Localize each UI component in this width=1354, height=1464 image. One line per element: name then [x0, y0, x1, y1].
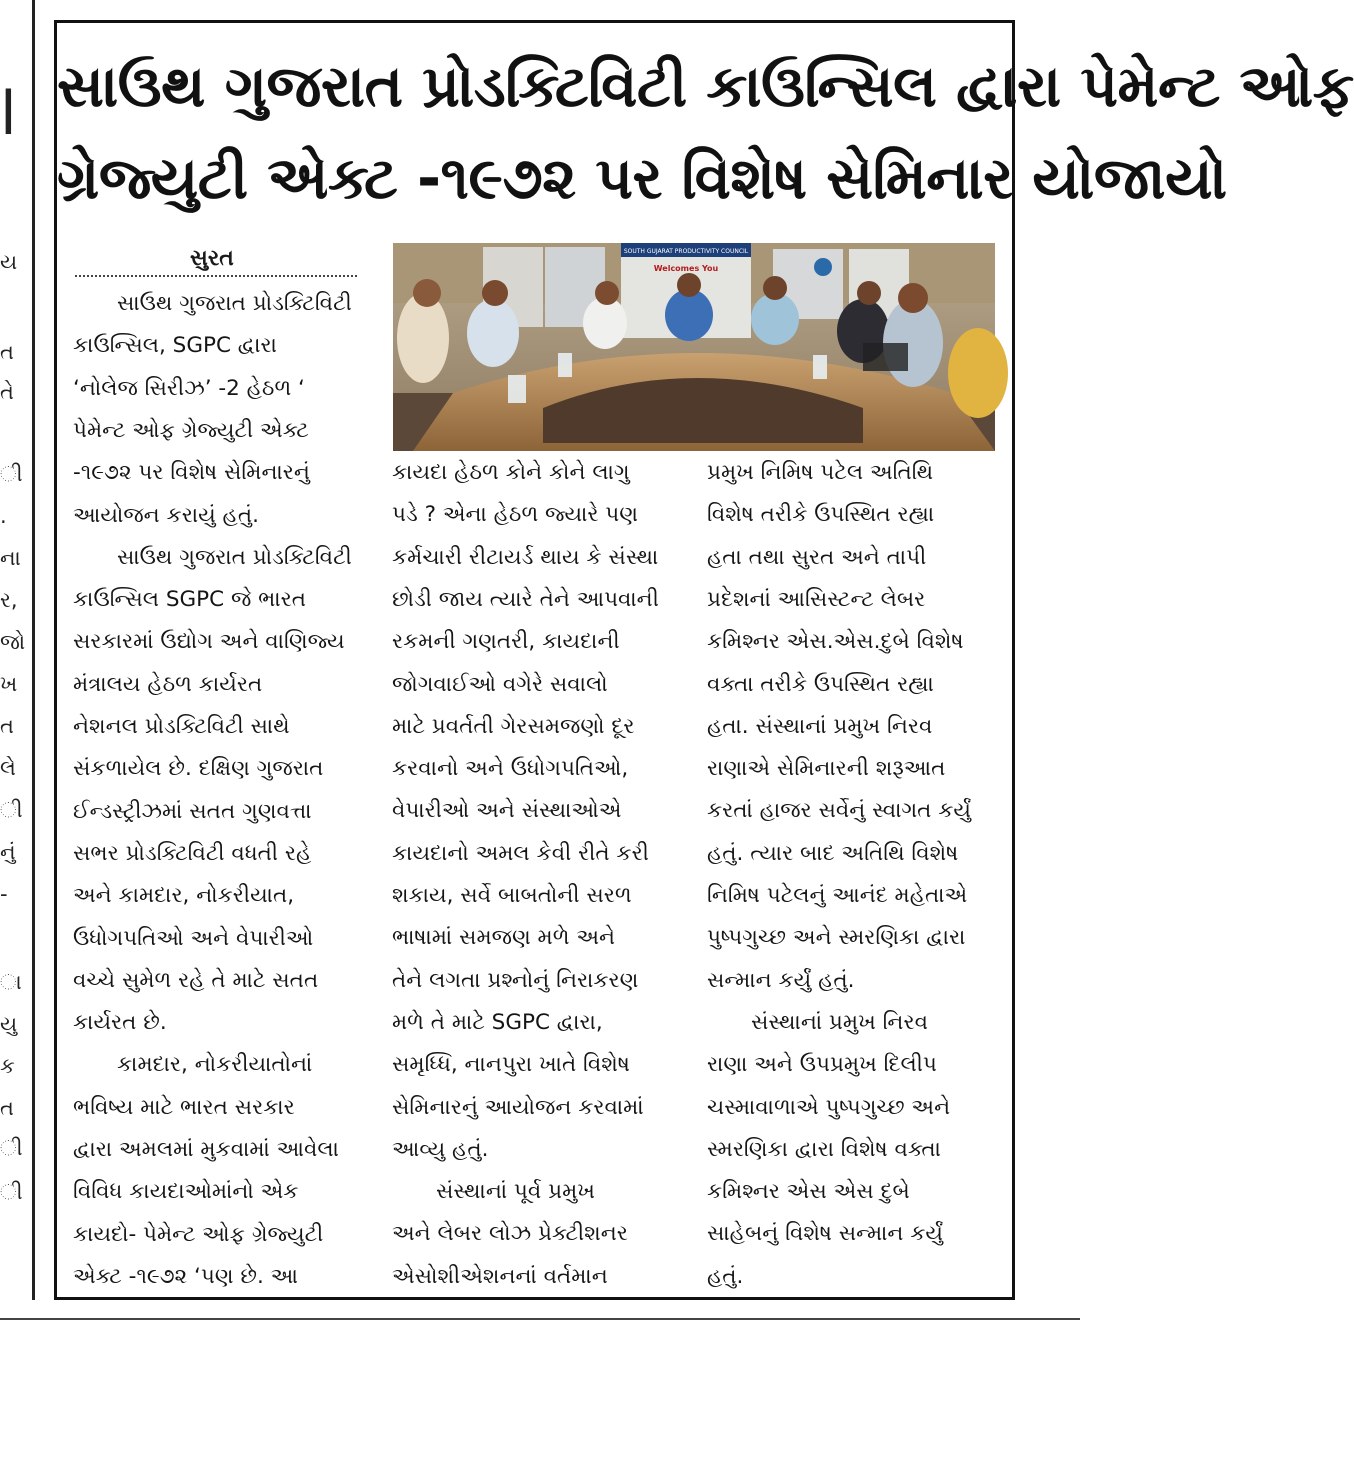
article-line: વેપારીઓ અને સંસ્થાઓએ: [392, 798, 622, 824]
article-line: પ્રદેશનાં આસિસ્ટન્ટ લેબર: [707, 586, 926, 612]
article-line: છોડી જાય ત્યારે તેને આપવાની: [392, 586, 659, 612]
edge-fragment: ના: [0, 546, 21, 570]
edge-fragment: ખ: [0, 672, 18, 696]
article-line: એસોશીએશનનાં વર્તમાન: [392, 1263, 608, 1289]
edge-fragment: ી: [0, 1180, 23, 1204]
article-line: સંસ્થાનાં પૂર્વ પ્રમુખ: [436, 1179, 595, 1205]
article-line: આવ્યુ હતું.: [392, 1136, 489, 1162]
article-line: દ્વારા અમલમાં મુકવામાં આવેલા: [73, 1137, 339, 1162]
article-line: અને લેબર લોઝ પ્રેક્ટીશનર: [392, 1221, 628, 1247]
article-line: ઉધોગપતિઓ અને વેપારીઓ: [73, 925, 314, 951]
photo-banner-welcome: Welcomes You: [653, 264, 719, 273]
article-line: મળે તે માટે SGPC દ્વારા,: [392, 1009, 603, 1035]
article-line: કાયદાનો અમલ કેવી રીતે કરી: [392, 840, 649, 866]
article-line: વક્તા તરીકે ઉપસ્થિત રહ્યા: [707, 671, 934, 697]
article-line: પ્રમુખ નિમિષ પટેલ અતિથિ: [707, 460, 934, 485]
article-line: કાર્યરત છે.: [73, 1010, 167, 1036]
article-line: હતું.: [707, 1263, 744, 1289]
edge-fragment: જો: [0, 630, 26, 654]
edge-fragment: ી: [0, 462, 23, 486]
edge-fragment: લે: [0, 756, 16, 780]
photo-banner-title: SOUTH GUJARAT PRODUCTIVITY COUNCIL: [623, 248, 749, 255]
edge-fragment: યુ: [0, 1012, 18, 1036]
edge-fragment: ર,: [0, 588, 18, 612]
article-line: રકમની ગણતરી, કાયદાની: [392, 629, 620, 655]
article-line: સ્મરણિકા દ્વારા વિશેષ વક્તા: [707, 1136, 941, 1162]
article-line: કાયદો- પેમેન્ટ ઓફ ગ્રેજ્યુટી: [73, 1221, 324, 1247]
article-line: સમૃધ્ધિ, નાનપુરા ખાતે વિશેષ: [392, 1052, 630, 1078]
edge-fragment: -: [0, 882, 8, 906]
article-line: એક્ટ -૧૯૭૨ ‘પણ છે. આ: [73, 1263, 298, 1289]
article-line: વિશેષ તરીકે ઉપસ્થિત રહ્યા: [707, 502, 935, 528]
article-line: અને કામદાર, નોકરીયાત,: [73, 883, 295, 909]
edge-fragment: l: [0, 79, 17, 149]
edge-fragment: ય: [0, 250, 18, 274]
article-line: હતા. સંસ્થાનાં પ્રમુખ નિરવ: [707, 713, 933, 739]
article-line: ચસ્માવાળાએ પુષ્પગુચ્છ અને: [707, 1094, 951, 1120]
article-line: મંત્રાલય હેઠળ કાર્યરત: [73, 671, 263, 697]
article-line: કમિશ્નર એસ.એસ.દુબે વિશેષ: [707, 629, 964, 655]
dateline: [75, 245, 357, 277]
headline-line-2: ગ્રેજ્યુટી એક્ટ -૧૯૭૨ પર વિશેષ સેમિનાર યોજાયો: [57, 144, 1227, 212]
article-line: કામદાર, નોકરીયાતોનાં: [117, 1052, 313, 1078]
article-line: કાયદા હેઠળ કોને કોને લાગુ: [392, 460, 630, 485]
article-line: સાહેબનું વિશેષ સન્માન કર્યું: [707, 1221, 944, 1247]
article-line: ભવિષ્ય માટે ભારત સરકાર: [73, 1094, 295, 1120]
edge-fragment: ત: [0, 1096, 14, 1120]
seminar-photo-illustration: [393, 243, 995, 451]
article-line: કરતાં હાજર સર્વેનું સ્વાગત કર્યું: [707, 798, 972, 824]
article-line: -૧૯૭૨ પર વિશેષ સેમિનારનું: [73, 460, 310, 486]
edge-fragment: ી: [0, 1136, 23, 1160]
edge-fragment: ી: [0, 798, 23, 822]
article-line: કર્મચારી રીટાયર્ડ થાય કે સંસ્થા: [392, 544, 659, 570]
article-line: રાણાએ સેમિનારની શરૂઆત: [707, 756, 946, 782]
edge-fragment: તે: [0, 380, 14, 404]
page-bottom-rule: [0, 1318, 1080, 1320]
edge-fragment: .: [0, 504, 7, 528]
article-line: કરવાનો અને ઉધોગપતિઓ,: [392, 756, 629, 782]
edge-fragment: ા: [0, 970, 22, 994]
article-line: કાઉન્સિલ SGPC જે ભારત: [73, 587, 306, 613]
seminar-photo: [393, 243, 995, 451]
article-line: ઈન્ડસ્ટ્રીઝમાં સતત ગુણવત્તા: [73, 798, 312, 824]
article-line: નિમિષ પટેલનું આનંદ મહેતાએ: [707, 883, 968, 908]
article-line: સાઉથ ગુજરાત પ્રોડક્ટિવિટી: [117, 544, 352, 570]
article-line: કાઉન્સિલ, SGPC દ્વારા: [73, 333, 277, 359]
edge-fragment: નું: [0, 840, 16, 864]
article-line: સન્માન કર્યું હતું.: [707, 967, 855, 993]
article-line: આયોજન કરાયું હતું.: [73, 502, 259, 528]
dateline-city: સુરત: [190, 246, 234, 271]
adjacent-column-fragment: [0, 0, 40, 1300]
edge-fragment: ત: [0, 714, 14, 738]
article-line: તેને લગતા પ્રશ્નોનું નિરાકરણ: [392, 967, 639, 993]
article-line: પેમેન્ટ ઓફ ગ્રેજ્યુટી એક્ટ: [73, 417, 309, 443]
article-line: નેશનલ પ્રોડક્ટિવિટી સાથે: [73, 714, 290, 739]
article-line: પુષ્પગુચ્છ અને સ્મરણિકા દ્વારા: [707, 925, 966, 951]
article-line: સરકારમાં ઉદ્યોગ અને વાણિજ્ય: [73, 629, 345, 655]
article-line: હતું. ત્યાર બાદ અતિથિ વિશેષ: [707, 840, 959, 866]
article-line: પડે ? એના હેઠળ જ્યારે પણ: [392, 502, 639, 528]
article-line: ‘નોલેજ સિરીઝ’ -2 હેઠળ ‘: [73, 375, 305, 401]
article-line: સંકળાયેલ છે. દક્ષિણ ગુજરાત: [73, 756, 324, 782]
article-line: સભર પ્રોડક્ટિવિટી વધતી રહે: [73, 840, 312, 866]
article-line: રાણા અને ઉપપ્રમુખ દિલીપ: [707, 1052, 937, 1078]
article-line: કમિશ્નર એસ એસ દુબે: [707, 1179, 910, 1205]
article-line: માટે પ્રવર્તતી ગેરસમજણો દૂર: [392, 713, 635, 739]
article-frame: [54, 20, 1354, 1300]
headline-line-1: સાઉથ ગુજરાત પ્રોડક્ટિવિટી કાઉન્સિલ દ્વારા પેમેન્ટ ઓફ: [57, 52, 1354, 120]
article-line: સંસ્થાનાં પ્રમુખ નિરવ: [751, 1009, 928, 1035]
article-line: જોગવાઈઓ વગેરે સવાલો: [392, 671, 608, 697]
article-line: હતા તથા સુરત અને તાપી: [707, 544, 927, 570]
article-line: વચ્ચે સુમેળ રહે તે માટે સતત: [73, 967, 319, 993]
article-line: સાઉથ ગુજરાત પ્રોડક્ટિવિટી: [117, 291, 352, 316]
article-line: સેમિનારનું આયોજન કરવામાં: [392, 1094, 644, 1120]
article-line: શકાય, સર્વે બાબતોની સરળ: [392, 883, 632, 908]
edge-fragment: ક: [0, 1054, 15, 1078]
article-line: ભાષામાં સમજણ મળે અને: [392, 925, 616, 951]
edge-fragment: ત: [0, 340, 14, 364]
column-divider: [32, 0, 35, 1300]
article-line: વિવિધ કાયદાઓમાંનો એક: [73, 1179, 299, 1205]
